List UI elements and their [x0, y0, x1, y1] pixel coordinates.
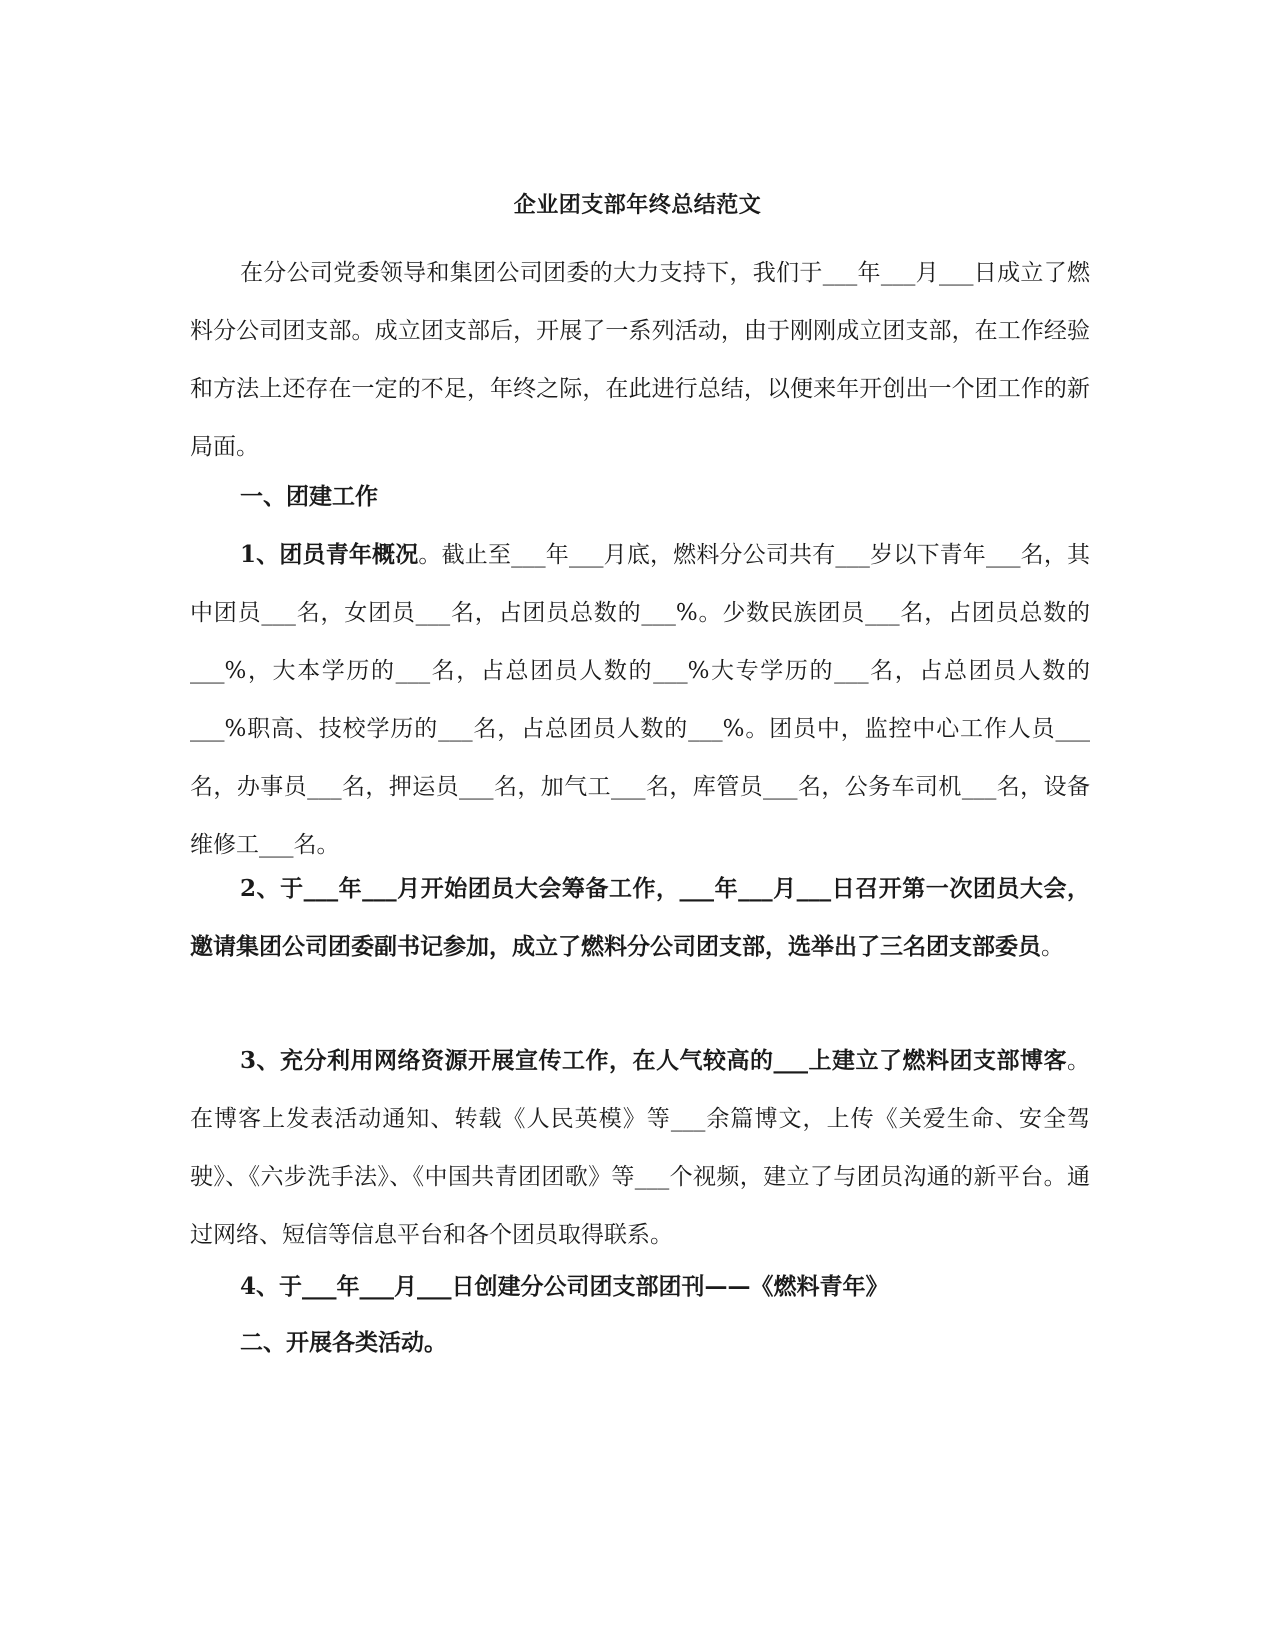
item-3-lead: 3、充分利用网络资源开展宣传工作，在人气较高的___上建立了燃料团支部博客: [240, 1047, 1067, 1074]
item-3-body: 。在博客上发表活动通知、转载《人民英模》等___余篇博文，上传《关爱生命、安全驾驶》、《六步洗手法》、《中国共青团团歌》等___个视频，建立了与团员沟通的新平台。通过网络、短信等信息平台和各个团员取得联系。: [190, 1048, 1090, 1248]
document-title: 企业团支部年终总结范文: [513, 192, 762, 218]
item-1-body: 。截止至___年___月底，燃料分公司共有___岁以下青年___名，其中团员___名，女团员___名，占团员总数的___%。少数民族团员___名，占团员总数的___%，大本学历的___名，占总团员人数的___%大专学历的___名，占总团员人数的___%职高、技校学历的___名，占总团员人数的___%。团员中，监控中心工作人员___名，办事员___名，押运员___名，加气工___名，库管员___名，公务车司机___名，设备维修工___名。: [190, 542, 1090, 858]
item-1-lead: 1、团员青年概况: [240, 541, 419, 568]
item-2-lead: 2、于___年___月开始团员大会筹备工作，___年___月___日召开第一次团员大会，邀请集团公司团委副书记参加，成立了燃料分公司团支部，选举出了三名团支部委员: [190, 875, 1090, 960]
intro-paragraph: 在分公司党委领导和集团公司团委的大力支持下，我们于___年___月___日成立了燃料分公司团支部。成立团支部后，开展了一系列活动，由于刚刚成立团支部，在工作经验和方法上还存在一定的不足，年终之际，在此进行总结，以便来年开创出一个团工作的新局面。: [190, 260, 1091, 460]
section-heading-team-building: 一、团建工作: [240, 483, 378, 510]
section-heading-activities: 二、开展各类活动。: [240, 1329, 447, 1356]
item-2-tail: 。: [1041, 934, 1064, 960]
item-2-paragraph: [190, 860, 1090, 976]
item-1-paragraph: [190, 526, 1090, 874]
item-4-paragraph: 4、于___年___月___日创建分公司团支部团刊——《燃料青年》: [240, 1273, 889, 1300]
item-3-paragraph: [190, 1032, 1090, 1264]
